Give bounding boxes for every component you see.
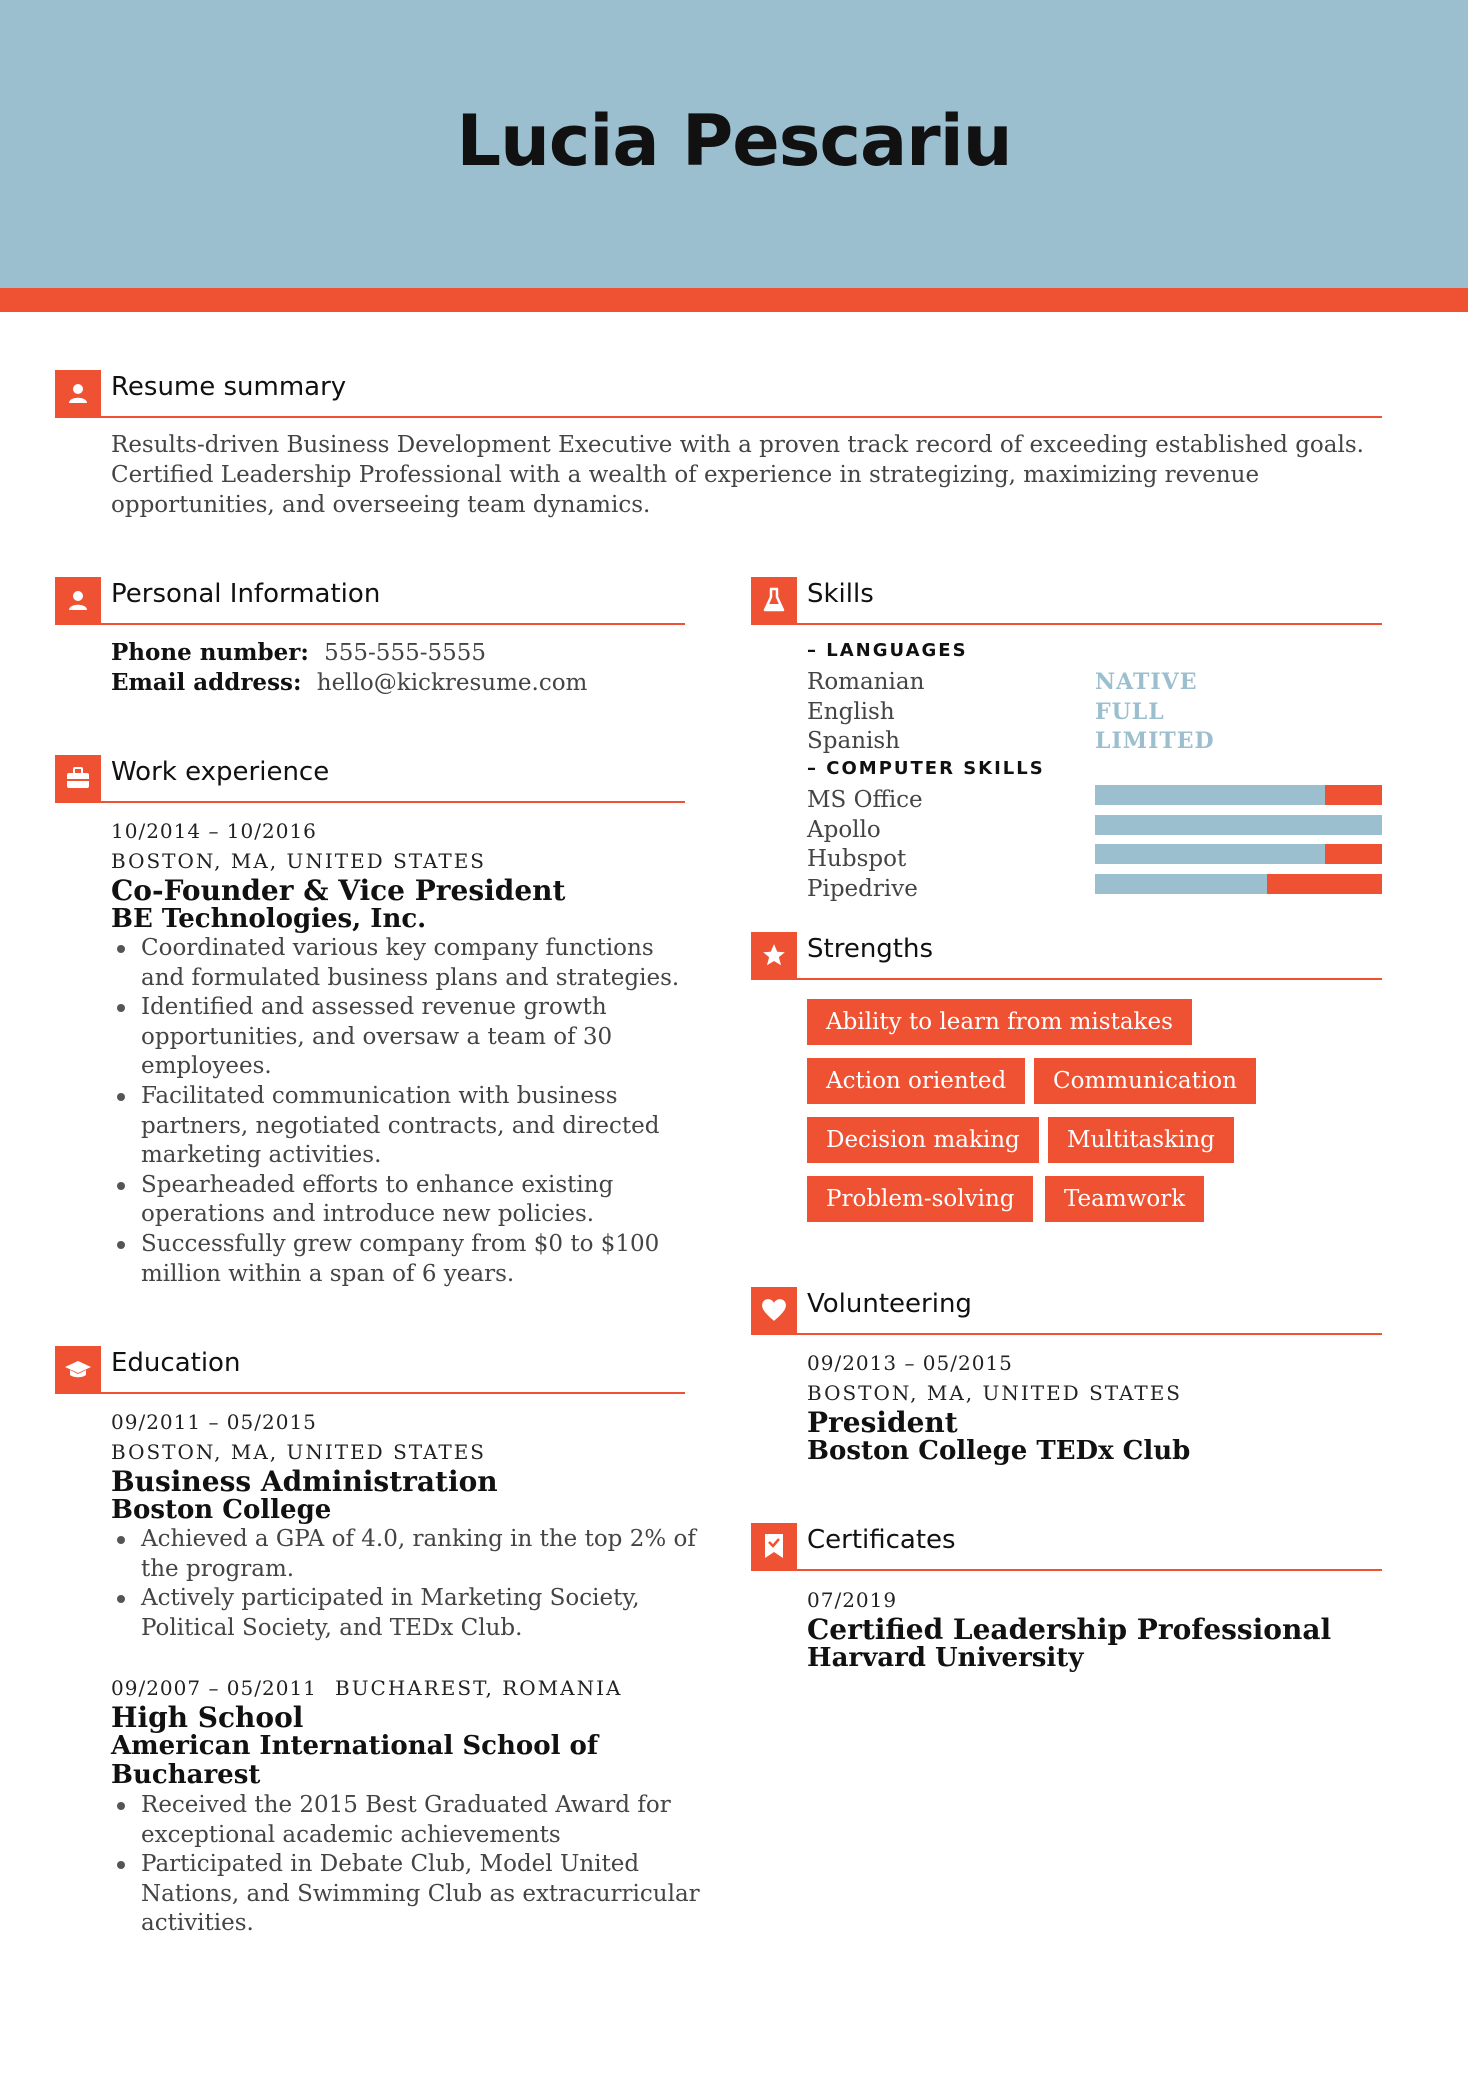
list-item: Received the 2015 Best Graduated Award for exceptional academic achievements [111,1791,711,1850]
edu-school: American International School of Bucharest [111,1731,599,1790]
certificate-date: 07/2019 [807,1588,898,1612]
email-row [111,668,691,698]
strength-tag: Multitasking [1048,1117,1234,1163]
strength-tag: Action oriented [807,1058,1025,1104]
volunteering-location: BOSTON, MA, UNITED STATES [807,1381,1182,1405]
briefcase-icon [55,755,101,801]
header-accent-stripe [0,288,1468,312]
language-name: Spanish [807,728,900,754]
candidate-name: Lucia Pescariu [456,100,1012,182]
email-value: hello@kickresume.com [316,670,588,696]
personal-section-header [55,577,685,625]
strengths-title: Strengths [807,934,934,964]
edu-bullets [111,1525,701,1643]
strength-tag: Decision making [807,1117,1039,1163]
strength-tag: Ability to learn from mistakes [807,999,1192,1045]
work-bullets [111,934,701,1289]
skill-level-fill [1095,815,1382,835]
personal-title: Personal Information [111,579,381,609]
skill-level-bar [1095,844,1382,864]
strength-tag: Problem-solving [807,1176,1033,1222]
language-level: LIMITED [1095,728,1215,754]
skills-section-header [751,577,1382,625]
computer-skill-name: Pipedrive [807,876,918,902]
work-role: Co-Founder & Vice President [111,874,566,907]
volunteering-section-header [751,1287,1382,1335]
language-name: Romanian [807,669,925,695]
summary-line: opportunities, and overseeing team dynamics. [111,492,651,518]
star-icon [751,932,797,978]
summary-section-header [55,370,1382,418]
work-location: BOSTON, MA, UNITED STATES [111,849,486,873]
heart-icon [751,1287,797,1333]
work-section-header [55,755,685,803]
skills-title: Skills [807,579,874,609]
contact-details [111,638,691,698]
edu-location: BUCHAREST, ROMANIA [335,1676,623,1700]
skill-level-fill [1095,844,1325,864]
edu-dates: 09/2007 – 05/2011 [111,1676,317,1700]
certificate-name: Certified Leadership Professional [807,1613,1332,1646]
summary-line: Results-driven Business Development Executive with a proven track record of exceeding established goals. [111,432,1364,458]
user-icon [55,577,101,623]
phone-value: 555-555-5555 [324,640,487,666]
edu-dates: 09/2011 – 05/2015 [111,1410,317,1434]
summary-text [111,430,1381,520]
education-title: Education [111,1348,241,1378]
phone-row [111,638,691,668]
volunteering-org: Boston College TEDx Club [807,1436,1191,1466]
certificates-section-header [751,1523,1382,1571]
graduation-cap-icon [55,1346,101,1392]
list-item: Spearheaded efforts to enhance existing operations and introduce new policies. [111,1171,701,1230]
summary-line: Certified Leadership Professional with a wealth of experience in strategizing, maximizing revenue [111,462,1260,488]
volunteering-title: Volunteering [807,1289,972,1319]
flask-icon [751,577,797,623]
education-section-header [55,1346,685,1394]
strength-tag: Teamwork [1045,1176,1204,1222]
email-label: Email address: [111,669,302,696]
skill-level-bar [1095,815,1382,835]
languages-heading: – LANGUAGES [807,640,968,661]
work-dates: 10/2014 – 10/2016 [111,819,317,843]
list-item: Identified and assessed revenue growth opportunities, and oversaw a team of 30 employees. [111,993,701,1082]
list-item: Coordinated various key company functions and formulated business plans and strategies. [111,934,701,993]
volunteering-role: President [807,1406,958,1439]
skill-level-fill [1095,785,1325,805]
list-item: Facilitated communication with business partners, negotiated contracts, and directed marketing activities. [111,1082,701,1171]
skill-level-fill [1095,874,1267,894]
language-level: FULL [1095,699,1165,725]
strength-tag: Communication [1034,1058,1256,1104]
list-item: Achieved a GPA of 4.0, ranking in the top 2% of the program. [111,1525,701,1584]
skill-level-bar [1095,874,1382,894]
list-item: Actively participated in Marketing Society, Political Society, and TEDx Club. [111,1584,701,1643]
edu-degree: High School [111,1701,304,1734]
skill-level-bar [1095,785,1382,805]
list-item: Participated in Debate Club, Model United Nations, and Swimming Club as extracurricular activities. [111,1850,711,1939]
computer-skill-name: Hubspot [807,846,907,872]
certificate-issuer: Harvard University [807,1643,1084,1673]
language-name: English [807,699,895,725]
language-level: NATIVE [1095,669,1198,695]
computer-skill-name: Apollo [807,817,881,843]
summary-title: Resume summary [111,372,347,402]
edu-bullets [111,1791,711,1939]
work-title: Work experience [111,757,330,787]
volunteering-dates: 09/2013 – 05/2015 [807,1351,1013,1375]
computer-skill-name: MS Office [807,787,923,813]
work-company: BE Technologies, Inc. [111,904,427,934]
edu-school: Boston College [111,1495,332,1525]
edu-degree: Business Administration [111,1465,498,1498]
user-icon [55,370,101,416]
computer-skills-heading: – COMPUTER SKILLS [807,758,1045,779]
list-item: Successfully grew company from $0 to $100 million within a span of 6 years. [111,1230,701,1289]
certificates-title: Certificates [807,1525,956,1555]
edu-location: BOSTON, MA, UNITED STATES [111,1440,486,1464]
phone-label: Phone number: [111,639,309,666]
strengths-section-header [751,932,1382,980]
certificate-icon [751,1523,797,1569]
